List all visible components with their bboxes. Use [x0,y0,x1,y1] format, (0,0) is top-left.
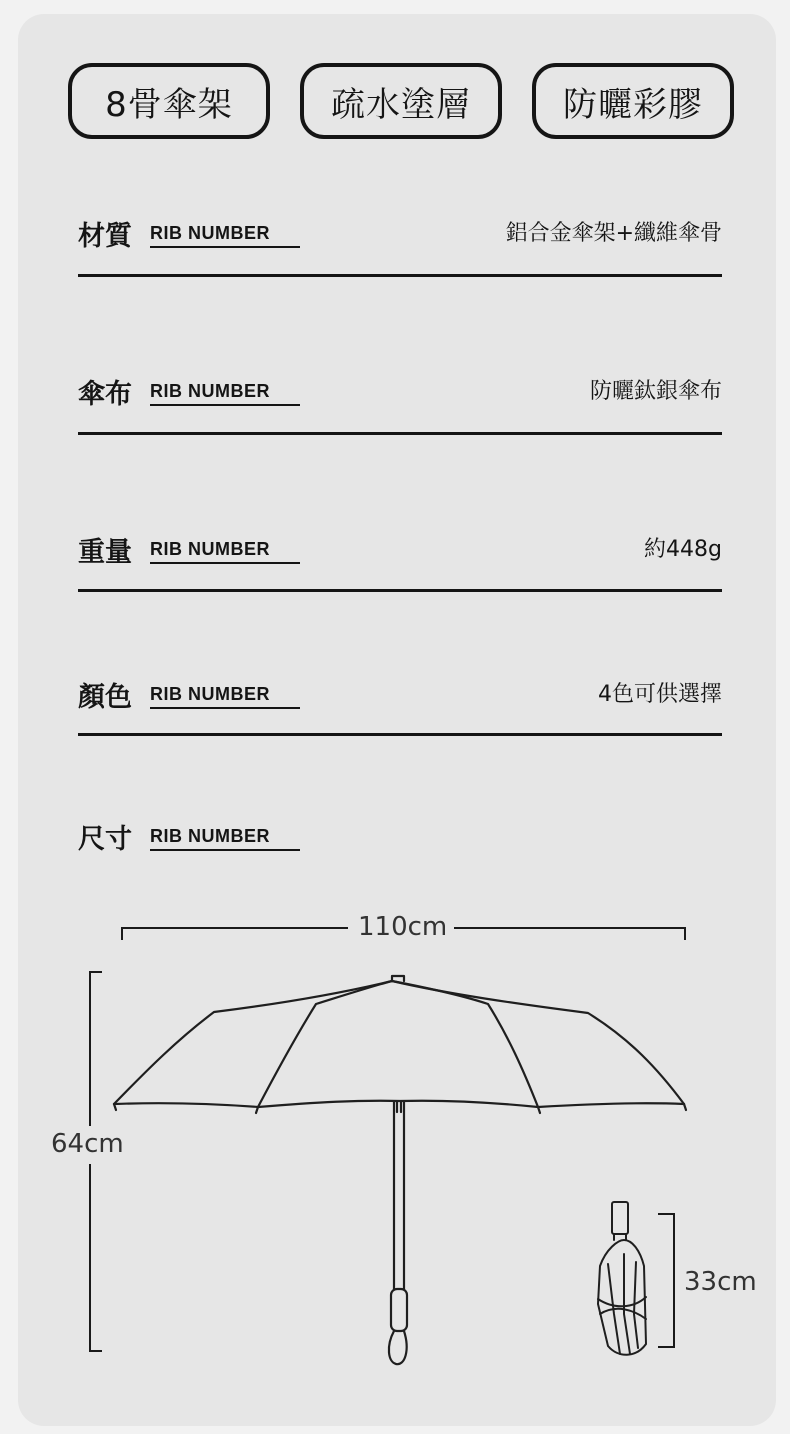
spec-label: 傘布 [78,379,132,410]
spec-label: 材質 [78,221,132,252]
spec-label: 尺寸 [78,824,132,855]
spec-value: 4色可供選擇 [598,682,722,707]
folded-umbrella-icon [598,1202,646,1355]
spec-label: 顏色 [78,682,132,713]
spec-card [18,14,776,1426]
spec-sublabel: RIB NUMBER [150,223,300,248]
spec-sublabel: RIB NUMBER [150,539,300,564]
width-dimension-line-left [122,928,348,940]
feature-tag-coating: 疏水塗層 [300,63,502,139]
height-dimension-line-bottom [90,1164,102,1351]
height-dimension-line-top [90,972,102,1126]
height-dimension-label: 64cm [51,1129,124,1159]
width-dimension-label: 110cm [358,912,448,942]
spec-sublabel: RIB NUMBER [150,826,300,851]
spec-value: 鋁合金傘架+纖維傘骨 [505,221,722,246]
spec-label: 重量 [78,537,132,568]
spec-value: 約448g [644,537,722,562]
width-dimension-line-right [454,928,685,940]
folded-dimension-label: 33cm [684,1267,757,1297]
spec-sublabel: RIB NUMBER [150,684,300,709]
spec-value: 防曬鈦銀傘布 [589,379,722,404]
spec-sublabel: RIB NUMBER [150,381,300,406]
umbrella-diagram [18,14,776,1426]
open-umbrella-icon [114,976,686,1364]
folded-dimension-line [658,1214,674,1347]
feature-tag-ribs: 8骨傘架 [68,63,270,139]
feature-tag-uv-glue: 防曬彩膠 [532,63,734,139]
